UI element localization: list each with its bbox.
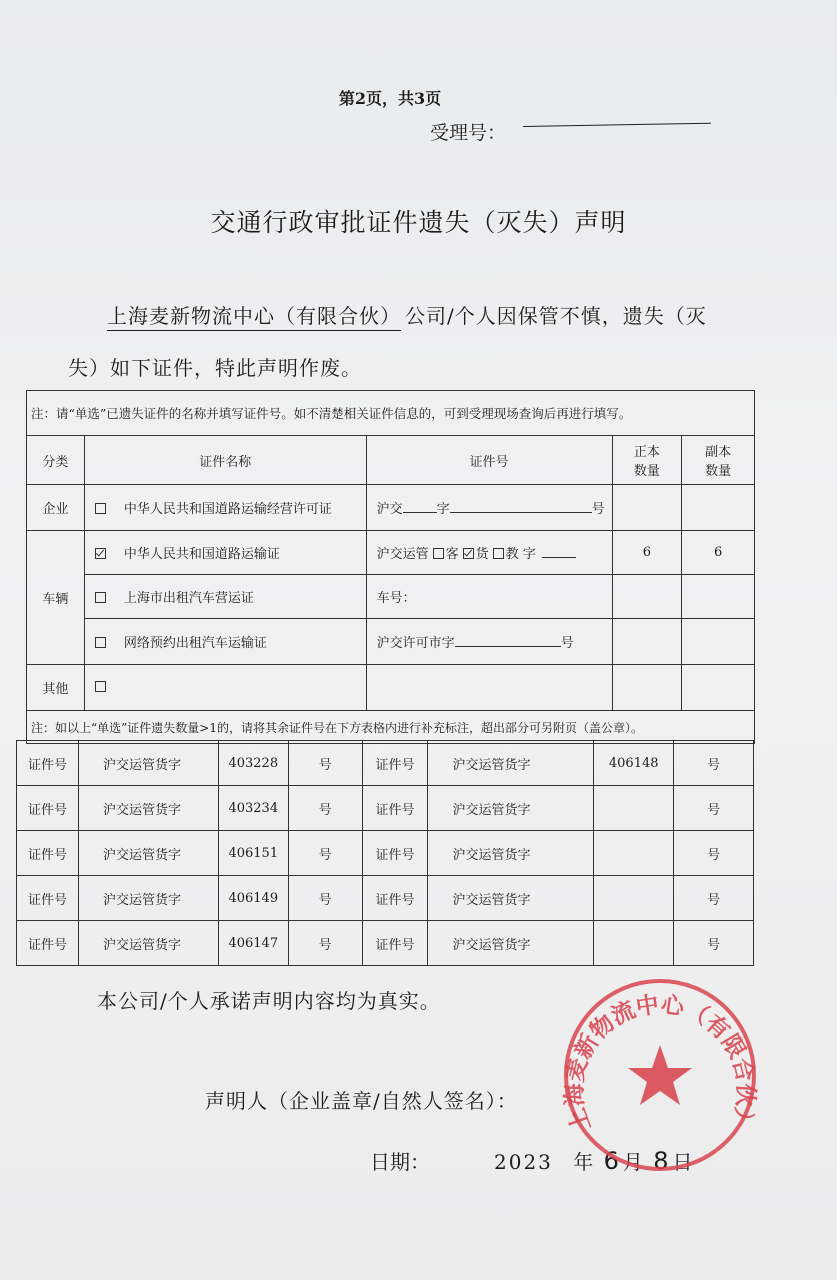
supplement-row: [17, 786, 754, 831]
date-month: 6: [603, 1147, 619, 1175]
statement-line-1-rest: 公司/个人因保管不慎，遗失（灭: [405, 304, 707, 328]
vehicle-copy-qty-3: [682, 619, 755, 665]
seal-text: 上海麦新物流中心（有限合伙）: [560, 990, 760, 1136]
supplement-label-left: 证件号: [17, 921, 79, 966]
supplement-row: [17, 831, 754, 876]
header-number: 证件号: [366, 436, 612, 485]
vehicle-orig-qty-3: [612, 619, 682, 665]
supplement-prefix-right: 沪交运管货字: [428, 786, 594, 831]
supplement-prefix-left: 沪交运管货字: [78, 921, 218, 966]
other-cert-number: [366, 665, 612, 711]
company-seal: [560, 975, 760, 1175]
statement-line-1: [107, 300, 707, 329]
supplement-table: [16, 740, 754, 966]
supplement-suffix-left: 号: [288, 786, 362, 831]
vehicle-copy-qty-2: [682, 575, 755, 619]
supplement-number-right: 406148: [594, 741, 674, 786]
promise-statement: 本公司/个人承诺声明内容均为真实。: [97, 989, 441, 1013]
lost-certificates-table: [26, 390, 755, 744]
declarant-label: 声明人（企业盖章/自然人签名）：: [205, 1089, 518, 1113]
supplement-row: [17, 921, 754, 966]
enterprise-cert-number: 沪交 字 号: [366, 485, 612, 531]
supplement-prefix-right: 沪交运管货字: [428, 831, 594, 876]
supplement-suffix-right: 号: [674, 876, 754, 921]
supplement-number-right: [594, 831, 674, 876]
supplement-prefix-left: 沪交运管货字: [78, 786, 218, 831]
table-note-top: 注：请“单选”已遗失证件的名称并填写证件号。如不清楚相关证件信息的，可到受理现场查询后再进行填写。: [27, 391, 755, 436]
vehicle-cert-name-2: 上海市出租汽车营运证: [84, 575, 366, 619]
date-month-unit: 月: [622, 1150, 643, 1174]
supplement-prefix-right: 沪交运管货字: [428, 741, 594, 786]
page-number: 第2页，共3页: [338, 89, 442, 108]
enterprise-orig-qty: [612, 485, 682, 531]
supplement-number-left: 403228: [218, 741, 288, 786]
header-copy-qty: 副本 数量: [682, 436, 755, 485]
supplement-prefix-right: 沪交运管货字: [428, 921, 594, 966]
checkbox-passenger[interactable]: [433, 548, 444, 559]
checkbox-training[interactable]: [493, 548, 504, 559]
vehicle-cert-number-3: 沪交许可市字 号: [366, 619, 612, 665]
supplement-number-right: [594, 786, 674, 831]
enterprise-copy-qty: [682, 485, 755, 531]
supplement-suffix-right: 号: [674, 741, 754, 786]
vehicle-orig-qty-1: 6: [612, 531, 682, 575]
vehicle-cert-name-1: 中华人民共和国道路运输证: [84, 531, 366, 575]
other-orig-qty: [612, 665, 682, 711]
company-name: 上海麦新物流中心（有限合伙）: [107, 304, 401, 331]
category-enterprise: 企业: [27, 485, 85, 531]
document-title: 交通行政审批证件遗失（灭失）声明: [210, 208, 627, 237]
supplement-label-left: 证件号: [17, 876, 79, 921]
checkbox-freight[interactable]: [463, 548, 474, 559]
supplement-number-right: [594, 921, 674, 966]
date-label: 日期：: [370, 1150, 430, 1174]
date-day: 8: [653, 1147, 669, 1175]
supplement-label-left: 证件号: [17, 786, 79, 831]
supplement-label-right: 证件号: [362, 876, 428, 921]
date-day-unit: 日: [672, 1150, 693, 1174]
header-original-qty: 正本 数量: [612, 436, 682, 485]
date-year: 2023: [494, 1150, 553, 1174]
supplement-suffix-right: 号: [674, 921, 754, 966]
supplement-number-left: 406151: [218, 831, 288, 876]
supplement-suffix-left: 号: [288, 876, 362, 921]
vehicle-cert-number-1: 沪交运管 客 货 教 字: [366, 531, 612, 575]
header-category: 分类: [27, 436, 85, 485]
supplement-prefix-left: 沪交运管货字: [78, 831, 218, 876]
vehicle-orig-qty-2: [612, 575, 682, 619]
category-other: 其他: [27, 665, 85, 711]
supplement-prefix-left: 沪交运管货字: [78, 741, 218, 786]
supplement-suffix-right: 号: [674, 831, 754, 876]
table-note-bottom: 注：如以上“单选”证件遗失数量>1的，请将其余证件号在下方表格内进行补充标注，超出部分可另附页（盖公章）。: [27, 711, 755, 744]
seal-star-icon: [628, 1045, 692, 1105]
category-vehicle: 车辆: [27, 531, 85, 665]
other-copy-qty: [682, 665, 755, 711]
enterprise-cert-name: 中华人民共和国道路运输经营许可证: [84, 485, 366, 531]
supplement-prefix-left: 沪交运管货字: [78, 876, 218, 921]
supplement-row: [17, 876, 754, 921]
supplement-row: [17, 741, 754, 786]
checkbox-transport-cert[interactable]: [95, 548, 106, 559]
other-cert-name: [84, 665, 366, 711]
supplement-number-right: [594, 876, 674, 921]
supplement-number-left: 406147: [218, 921, 288, 966]
checkbox-ride-hailing-cert[interactable]: [95, 637, 106, 648]
supplement-prefix-right: 沪交运管货字: [428, 876, 594, 921]
acceptance-number-label: 受理号：: [430, 122, 507, 144]
supplement-suffix-left: 号: [288, 921, 362, 966]
vehicle-copy-qty-1: 6: [682, 531, 755, 575]
vehicle-cert-name-3: 网络预约出租汽车运输证: [84, 619, 366, 665]
vehicle-cert-number-2: 车号：: [366, 575, 612, 619]
date-year-unit: 年: [573, 1150, 594, 1174]
supplement-number-left: 406149: [218, 876, 288, 921]
supplement-suffix-left: 号: [288, 831, 362, 876]
supplement-label-left: 证件号: [17, 831, 79, 876]
supplement-number-left: 403234: [218, 786, 288, 831]
supplement-suffix-left: 号: [288, 741, 362, 786]
checkbox-taxi-license[interactable]: [95, 592, 106, 603]
checkbox-other[interactable]: [95, 681, 106, 692]
supplement-label-right: 证件号: [362, 741, 428, 786]
checkbox-business-license[interactable]: [95, 503, 106, 514]
supplement-label-left: 证件号: [17, 741, 79, 786]
supplement-label-right: 证件号: [362, 831, 428, 876]
supplement-suffix-right: 号: [674, 786, 754, 831]
supplement-label-right: 证件号: [362, 921, 428, 966]
supplement-label-right: 证件号: [362, 786, 428, 831]
acceptance-number-line: [523, 123, 711, 127]
header-name: 证件名称: [84, 436, 366, 485]
statement-line-2: 失）如下证件，特此声明作废。: [68, 356, 362, 380]
